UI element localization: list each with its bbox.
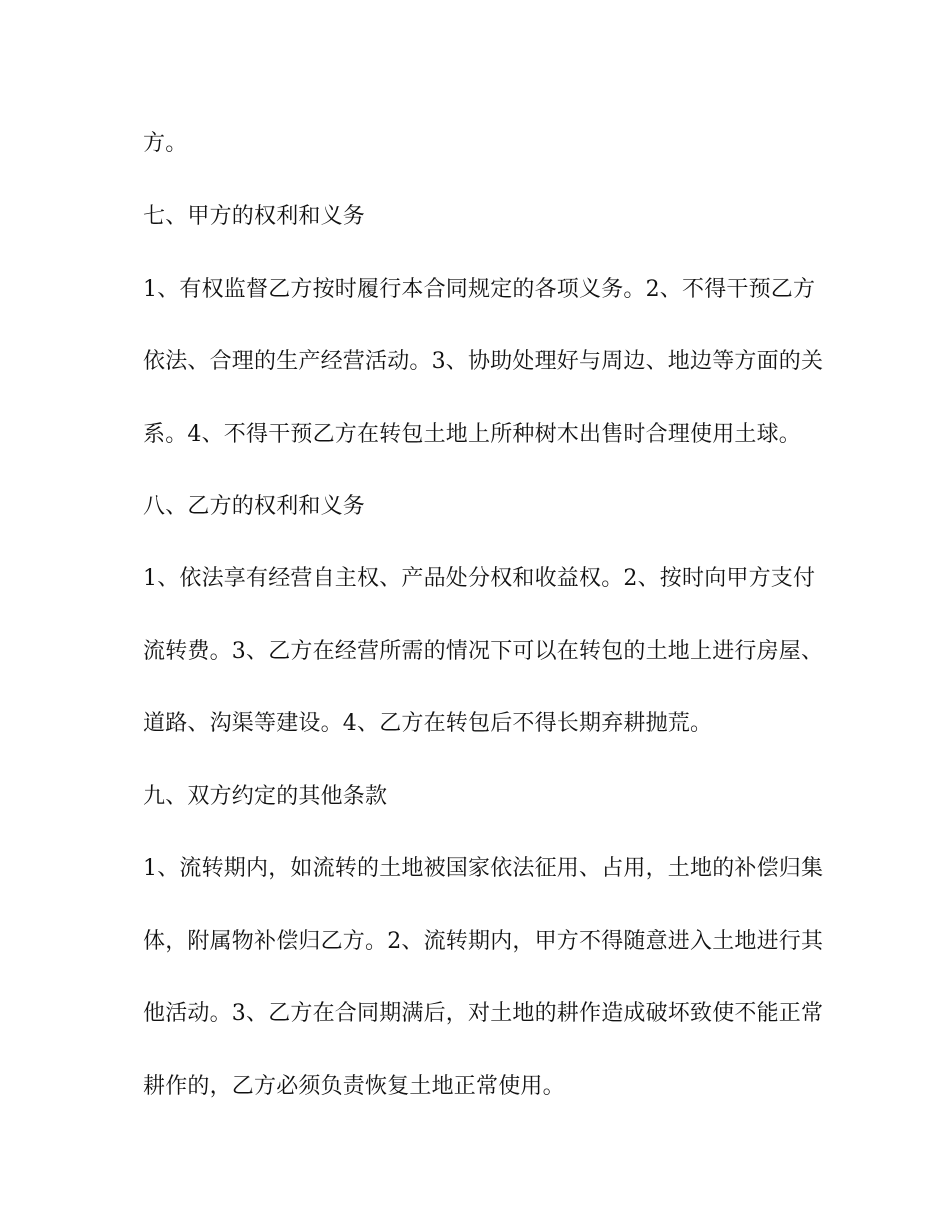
text-line-4: 依法、合理的生产经营活动。3、协助处理好与周边、地边等方面的关 [143, 349, 824, 374]
text-line-11: 1、流转期内，如流转的土地被国家依法征用、占用，土地的补偿归集 [143, 856, 824, 881]
text-line-13: 他活动。3、乙方在合同期满后，对土地的耕作造成破坏致使不能正常 [143, 1001, 824, 1026]
text-line-8: 流转费。3、乙方在经营所需的情况下可以在转包的土地上进行房屋、 [143, 639, 824, 664]
text-line-14: 耕作的，乙方必须负责恢复土地正常使用。 [143, 1074, 565, 1099]
text-line-9: 道路、沟渠等建设。4、乙方在转包后不得长期弃耕抛荒。 [143, 711, 713, 736]
section-heading-7: 七、甲方的权利和义务 [143, 204, 366, 229]
text-line-3: 1、有权监督乙方按时履行本合同规定的各项义务。2、不得干预乙方 [143, 277, 816, 302]
text-line-1: 方。 [143, 131, 188, 156]
section-heading-9: 九、双方约定的其他条款 [143, 784, 388, 809]
text-line-5: 系。4、不得干预乙方在转包土地上所种树木出售时合理使用土球。 [143, 422, 801, 447]
text-line-12: 体，附属物补偿归乙方。2、流转期内，甲方不得随意进入土地进行其 [143, 929, 824, 954]
section-heading-8: 八、乙方的权利和义务 [143, 494, 366, 519]
text-line-7: 1、依法享有经营自主权、产品处分权和收益权。2、按时向甲方支付 [143, 566, 816, 591]
